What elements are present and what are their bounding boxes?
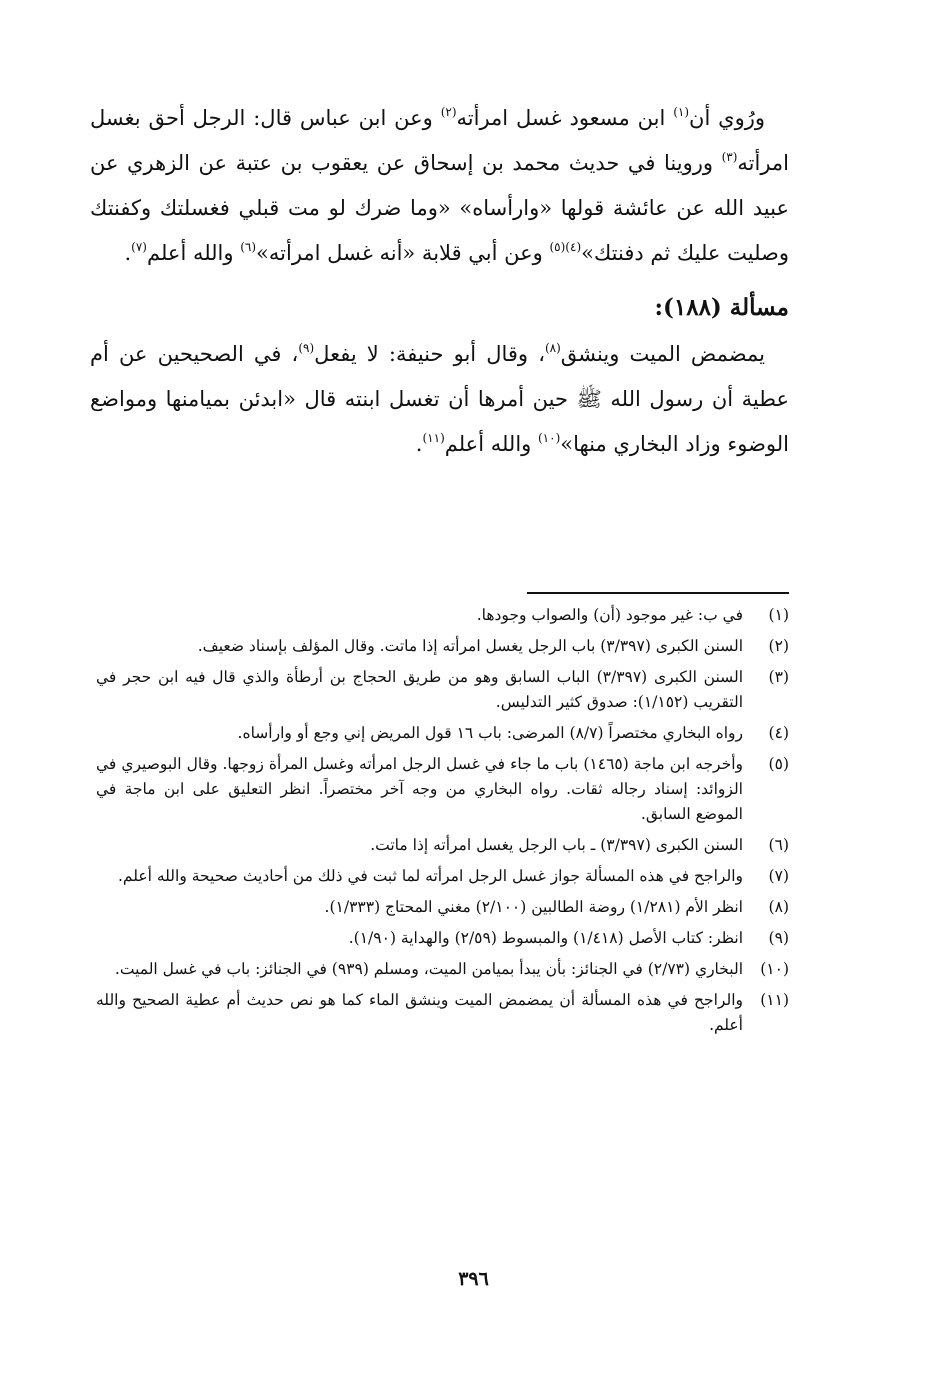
footnote-text: البخاري (٢/٧٣) في الجنائز: بأن يبدأ بميامن الميت، ومسلم (٩٣٩) في الجنائز: باب في غسل الميت. — [114, 960, 743, 978]
footnote-item — [96, 988, 789, 1038]
footnote-ref[interactable]: (٦) — [240, 240, 257, 254]
text-run: والله أعلم — [146, 241, 241, 265]
footnote-text: انظر: كتاب الأصل (١/٤١٨) والمبسوط (٢/٥٩) والهداية (١/٩٠). — [348, 929, 743, 947]
footnote-item — [96, 665, 789, 715]
footnote-number: (٢) — [768, 637, 789, 655]
text-run: ورُوي أن — [689, 106, 765, 130]
footnote-text: والراجح في هذه المسألة جواز غسل الرجل امرأته لما ثبت في ذلك من أحاديث صحيحة والله أعلم. — [118, 867, 743, 885]
paragraph-2 — [90, 332, 789, 467]
footnote-text: السنن الكبرى (٣/٣٩٧) باب الرجل يغسل امرأته إذا ماتت. وقال المؤلف بإسناد ضعيف. — [197, 637, 743, 655]
footnote-ref[interactable]: (١٠) — [537, 431, 561, 445]
text-run: يمضمض الميت وينشق — [560, 342, 765, 366]
text-run: وروينا في حديث محمد بن إسحاق عن يعقوب بن عتبة عن الزهري عن عبيد الله عن عائشة قولها «وارأساه» «وما ضرك لو مت قبلي فغسلتك وكفنتك وصليت عليك ثم دفنتك» — [90, 151, 789, 265]
footnote-number: (٩) — [768, 929, 789, 947]
footnote-number: (٨) — [768, 898, 789, 916]
footnote-item — [96, 895, 789, 920]
text-run: ابن مسعود غسل امرأته — [456, 106, 674, 130]
section-heading: مسألة (١٨٨): — [654, 294, 789, 321]
text-run: وعن ابن عباس قال: الرجل أحق بغسل امرأته — [90, 106, 789, 175]
footnote-text: رواه البخاري مختصراً (٨/٧) المرضى: باب ١٦ قول المريض إني وجع أو وارأساه. — [237, 724, 743, 742]
footnote-number: (٥) — [768, 755, 789, 773]
footnote-number: (١) — [768, 606, 789, 624]
footnote-item — [96, 864, 789, 889]
footnote-text: والراجح في هذه المسألة أن يمضمض الميت وينشق الماء كما هو نص حديث أم عطية الصحيح والله أعلم. — [96, 991, 743, 1034]
footnote-text: وأخرجه ابن ماجة (١٤٦٥) باب ما جاء في غسل الرجل امرأته وغسل المرأة زوجها. وقال البوصيري في الزوائد: إسناد رجاله ثقات. رواه البخاري من وجه آخر مختصراً. انظر التعليق على ابن ماجة في الموضع السابق. — [96, 755, 743, 823]
footnote-number: (١٠) — [760, 960, 789, 978]
footnotes-section — [96, 603, 789, 1044]
footnote-text: السنن الكبرى (٣/٣٩٧) ـ باب الرجل يغسل امرأته إذا ماتت. — [370, 836, 743, 854]
footnote-number: (٦) — [768, 836, 789, 854]
footnote-item — [96, 752, 789, 827]
footnote-ref[interactable]: (٤)(٥) — [549, 240, 582, 254]
footnote-separator — [527, 592, 789, 594]
text-run: ، في الصحيحين عن أم عطية أن رسول الله ﷺ حين أمرها أن تغسل ابنته قال «ابدئن بميامنها ومواضع الوضوء وزاد البخاري منها» — [90, 342, 789, 456]
main-text — [90, 96, 789, 467]
footnote-text: السنن الكبرى (٣/٣٩٧) الباب السابق وهو من طريق الحجاج بن أرطأة والذي قال فيه ابن حجر في التقريب (١/١٥٢): صدوق كثير التدليس. — [96, 668, 744, 711]
footnote-text: في ب: غير موجود (أن) والصواب وجودها. — [476, 606, 743, 624]
footnote-number: (٤) — [768, 724, 789, 742]
footnote-ref[interactable]: (٣) — [721, 150, 738, 164]
text-run: وعن أبي قلابة «أنه غسل امرأته» — [256, 241, 550, 265]
text-run: والله أعلم — [444, 432, 538, 456]
footnote-ref[interactable]: (١) — [673, 105, 690, 119]
page-number: ٣٩٦ — [458, 1268, 489, 1290]
footnote-ref[interactable]: (٢) — [440, 105, 457, 119]
paragraph-1 — [90, 96, 789, 276]
footnote-item — [96, 634, 789, 659]
footnote-item — [96, 721, 789, 746]
text-run: ، وقال أبو حنيفة: لا يفعل — [314, 342, 545, 366]
footnote-ref[interactable]: (٩) — [298, 341, 315, 355]
footnote-text: انظر الأم (١/٢٨١) روضة الطالبين (٢/١٠٠) مغني المحتاج (١/٣٣٣). — [324, 898, 743, 916]
text-run: . — [124, 241, 132, 265]
footnote-number: (١١) — [760, 991, 789, 1009]
footnote-ref[interactable]: (٧) — [131, 240, 147, 254]
footnote-ref[interactable]: (٨) — [544, 341, 561, 355]
text-run: . — [415, 432, 423, 456]
footnote-item — [96, 603, 789, 628]
footnote-number: (٧) — [768, 867, 789, 885]
footnote-item — [96, 833, 789, 858]
footnote-ref[interactable]: (١١) — [422, 431, 445, 445]
footnote-number: (٣) — [768, 668, 789, 686]
footnote-item — [96, 957, 789, 982]
footnote-item — [96, 926, 789, 951]
